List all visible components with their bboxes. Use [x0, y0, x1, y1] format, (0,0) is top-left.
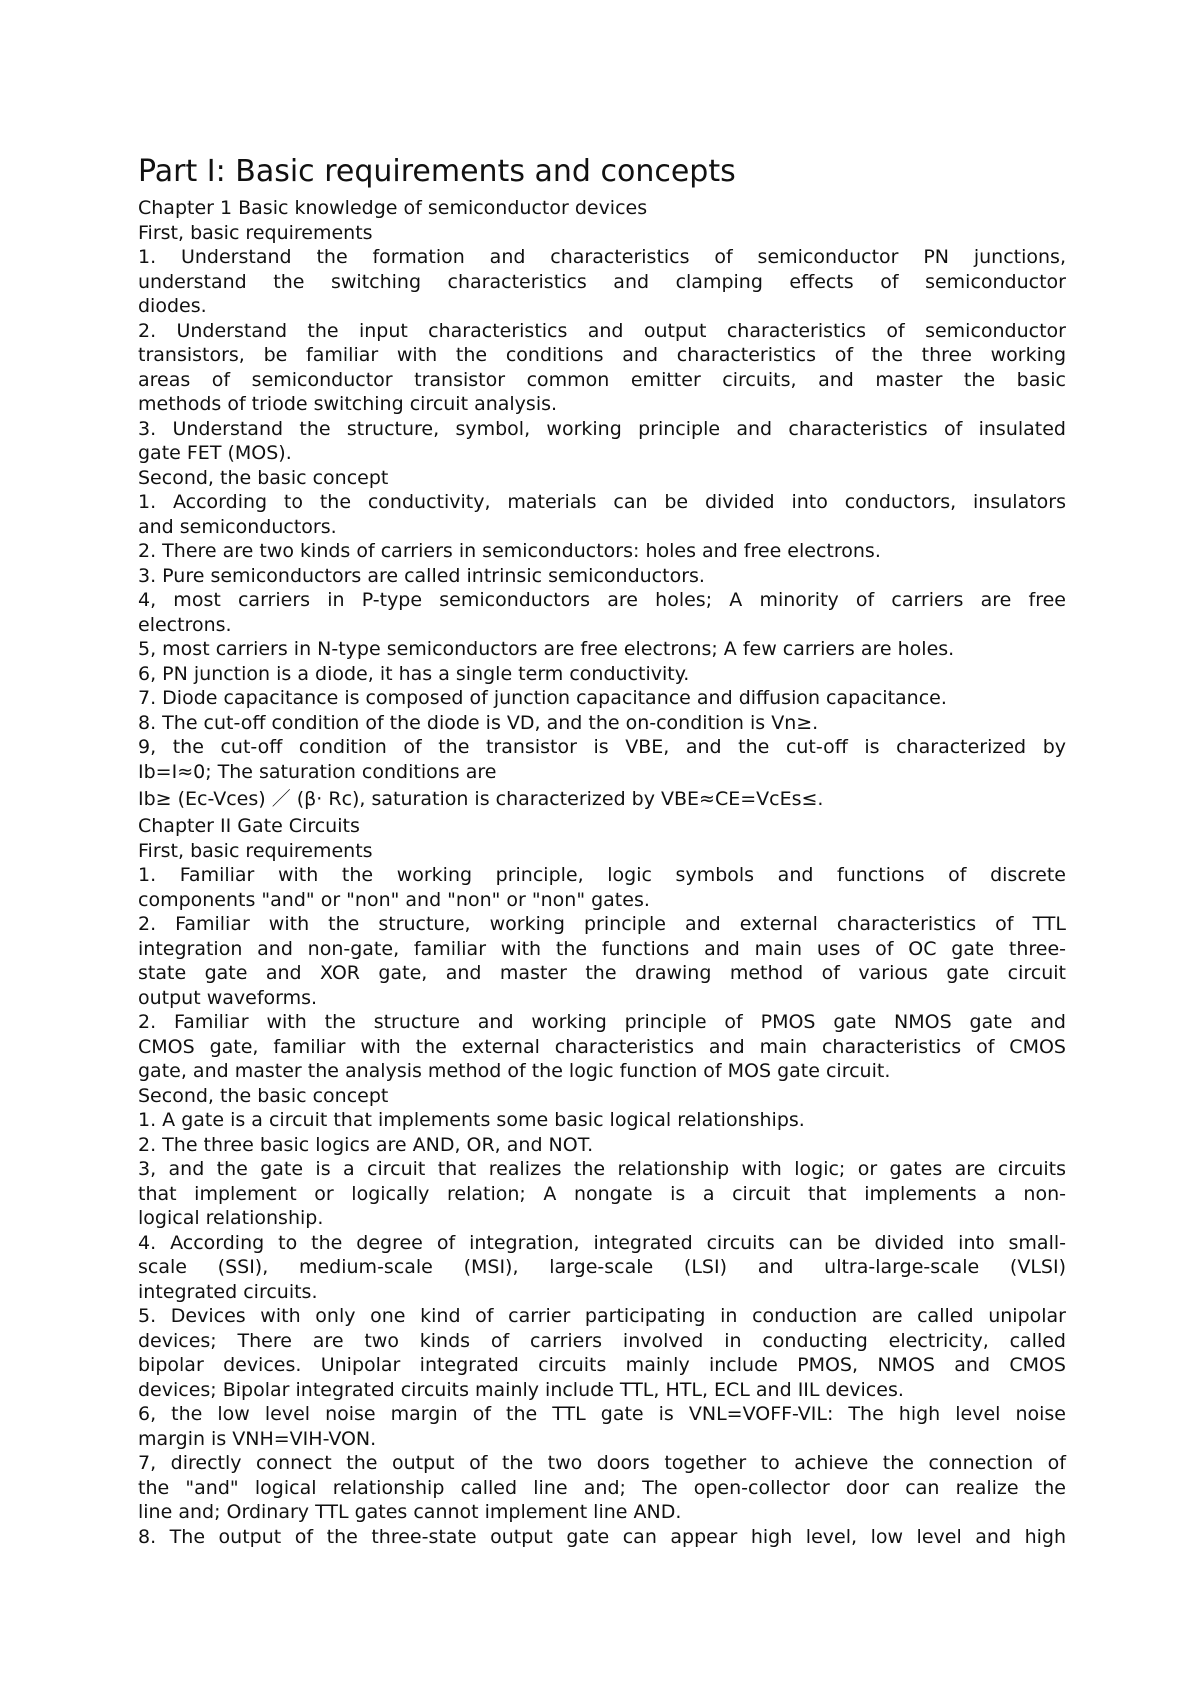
chapter-heading: Chapter 1 Basic knowledge of semiconductor devices: [138, 197, 648, 219]
text-line: CMOS gate, familiar with the external characteristics and main characteristics of CMOS: [138, 1035, 1066, 1058]
text-line: 4. According to the degree of integration, integrated circuits can be divided into small-: [138, 1231, 1066, 1254]
text-line: 2. The three basic logics are AND, OR, and NOT.: [138, 1133, 594, 1156]
text-line: 1. A gate is a circuit that implements some basic logical relationships.: [138, 1109, 805, 1131]
text-line: electrons.: [138, 613, 232, 636]
text-line: bipolar devices. Unipolar integrated circuits mainly include PMOS, NMOS and CMOS: [138, 1354, 1066, 1376]
text-line: and semiconductors.: [138, 515, 337, 538]
text-line: integrated circuits.: [138, 1280, 318, 1303]
text-line: logical relationship.: [138, 1207, 324, 1229]
text-line: gate FET (MOS).: [138, 442, 292, 464]
text-line: devices; There are two kinds of carriers involved in conducting electricity, called: [138, 1329, 1066, 1352]
text-line: 3. Pure semiconductors are called intrinsic semiconductors.: [138, 564, 705, 587]
text-line: 1. Understand the formation and characteristics of semiconductor PN junctions,: [138, 246, 1066, 268]
text-line: devices; Bipolar integrated circuits mainly include TTL, HTL, ECL and IIL devices.: [138, 1378, 904, 1401]
text-line: transistors, be familiar with the conditions and characteristics of the three working: [138, 344, 1066, 366]
text-line: Ib=I≈0; The saturation conditions are: [138, 760, 497, 783]
text-line: that implement or logically relation; A nongate is a circuit that implements a non-: [138, 1182, 1066, 1205]
text-line: 4, most carriers in P-type semiconductors are holes; A minority of carriers are free: [138, 589, 1066, 611]
text-line: 2. Understand the input characteristics and output characteristics of semiconductor: [138, 319, 1066, 342]
section-heading: First, basic requirements: [138, 839, 373, 862]
text-line: understand the switching characteristics and clamping effects of semiconductor: [138, 270, 1066, 293]
section-heading: First, basic requirements: [138, 221, 373, 244]
page-title: Part I: Basic requirements and concepts: [138, 154, 736, 189]
text-line: Ib≥ (Ec-Vces) ／ (β· Rc), saturation is characterized by VBE≈CE=VcEs≤.: [138, 788, 824, 810]
text-line: line and; Ordinary TTL gates cannot implement line AND.: [138, 1501, 682, 1523]
section-heading: Second, the basic concept: [138, 1084, 389, 1107]
document-body: [138, 196, 1066, 1549]
text-line: methods of triode switching circuit analysis.: [138, 393, 558, 415]
chapter-heading: Chapter II Gate Circuits: [138, 815, 360, 837]
text-line: the "and" logical relationship called line and; The open-collector door can realize the: [138, 1476, 1066, 1499]
text-line: 1. According to the conductivity, materials can be divided into conductors, insulators: [138, 491, 1066, 513]
text-line: 6, the low level noise margin of the TTL gate is VNL=VOFF-VIL: The high level noise: [138, 1403, 1066, 1425]
text-line: integration and non-gate, familiar with the functions and main uses of OC gate three-: [138, 937, 1066, 960]
text-line: state gate and XOR gate, and master the drawing method of various gate circuit: [138, 962, 1066, 984]
text-line: 8. The output of the three-state output gate can appear high level, low level and high: [138, 1525, 1066, 1548]
text-line: 9, the cut-off condition of the transistor is VBE, and the cut-off is characterized by: [138, 736, 1066, 758]
text-line: diodes.: [138, 295, 207, 317]
text-line: 3, and the gate is a circuit that realizes the relationship with logic; or gates are circuits: [138, 1158, 1066, 1180]
text-line: 2. Familiar with the structure and working principle of PMOS gate NMOS gate and: [138, 1011, 1066, 1033]
section-heading: Second, the basic concept: [138, 466, 389, 489]
text-line: 5. Devices with only one kind of carrier participating in conduction are called unipolar: [138, 1305, 1066, 1327]
text-line: 1. Familiar with the working principle, logic symbols and functions of discrete: [138, 864, 1066, 886]
text-line: 2. There are two kinds of carriers in semiconductors: holes and free electrons.: [138, 540, 881, 562]
text-line: margin is VNH=VIH-VON.: [138, 1427, 377, 1450]
text-line: output waveforms.: [138, 986, 318, 1009]
text-line: 6, PN junction is a diode, it has a single term conductivity.: [138, 662, 690, 685]
text-line: 8. The cut-off condition of the diode is VD, and the on-condition is Vn≥.: [138, 711, 819, 734]
text-line: scale (SSI), medium-scale (MSI), large-scale (LSI) and ultra-large-scale (VLSI): [138, 1256, 1066, 1278]
text-line: 2. Familiar with the structure, working principle and external characteristics of TTL: [138, 913, 1066, 935]
text-line: 7, directly connect the output of the two doors together to achieve the connection of: [138, 1452, 1066, 1474]
text-line: components "and" or "non" and "non" or "non" gates.: [138, 888, 650, 911]
text-line: 7. Diode capacitance is composed of junction capacitance and diffusion capacitance.: [138, 687, 947, 709]
text-line: areas of semiconductor transistor common emitter circuits, and master the basic: [138, 368, 1066, 391]
text-line: 5, most carriers in N-type semiconductors are free electrons; A few carriers are holes.: [138, 638, 955, 660]
text-line: 3. Understand the structure, symbol, working principle and characteristics of insulated: [138, 417, 1066, 440]
text-line: gate, and master the analysis method of the logic function of MOS gate circuit.: [138, 1060, 891, 1082]
